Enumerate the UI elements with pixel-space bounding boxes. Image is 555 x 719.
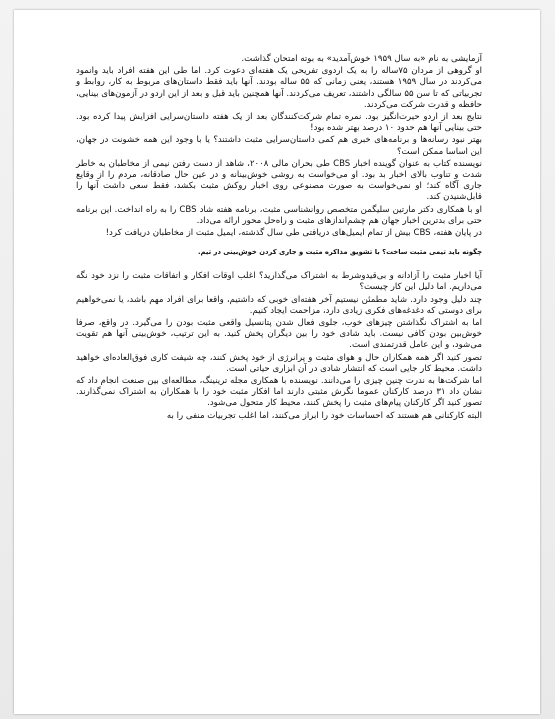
paragraph: تصور کنید اگر همه همکاران حال و هوای مثبت و پرانرژی از خود پخش کنند، چه شیفت کاری فوق‌العاده‌ای خواهید داشت. محیط کار جایی است که انتشار شادی در آن ابزاری حیاتی است. (76, 352, 482, 374)
paragraph: در پایان هفته، CBS بیش از تمام ایمیل‌های دریافتی طی سال گذشته، ایمیل مثبت از مخاطبان دریافت کرد! (105, 228, 482, 239)
paragraph: او با همکاری دکتر مارتین سلیگمن متخصص روانشناسی مثبت، برنامه هفته شاد CBS را به راه انداخت. این برنامه حتی برای بدترین اخبار جهان هم چشم‌اندازهای مثبت و راه‌حل محور ارائه می‌داد. (76, 204, 482, 226)
paragraph: بهتر نبود رسانه‌ها و برنامه‌های خبری هم کمی داستان‌سرایی مثبت داشتند؟ یا با وجود این همه خشونت در جهان، این اساسا ممکن است؟ (76, 135, 482, 157)
paragraph: اما به اشتراک نگذاشتن چیزهای خوب، جلوی فعال شدن پتانسیل واقعی مثبت بودن را می‌گیرد. در واقع، صرفا خوش‌بین بودن کافی نیست. باید شادی خود را بین دیگران پخش کنید. به این ترتیب، خوش‌بینی آنها هم تقویت می‌شود، و این عامل قدرتمندی است. (76, 318, 482, 351)
paragraph: نتایج بعد از اردو حیرت‌انگیز بود. نمره تمام شرکت‌کنندگان بعد از یک هفته داستان‌سرایی افزایش پیدا کرده بود. حتی بینایی آنها هم حدود ۱۰ درصد بهتر شده بود! (76, 112, 482, 134)
paragraph: او گروهی از مردان ۷۵ساله را به یک اردوی تفریحی یک هفته‌ای دعوت کرد. اما طی این هفته افراد باید وانمود می‌کردند در سال ۱۹۵۹ هستند، یعنی زمانی که ۵۵ ساله بودند. آنها باید فقط داستان‌های مربوط به کار، روابط و تجربیاتی که تا سن ۵۵ سالگی داشتند، تعریف می‌کردند. آنها همچنین باید قبل و بعد از این اردو در آزمون‌های بینایی، حافظه و قدرت شرکت می‌کردند. (76, 66, 483, 110)
paragraph: چند دلیل وجود دارد. شاید مطمئن نیستیم آخر هفته‌ای خوبی که داشتیم، واقعا برای افراد مهم باشد، یا نمی‌خواهیم برای دوستی که دغدغه‌های فکری زیادی دارد، مزاحمت ایجاد کنیم. (76, 294, 482, 316)
paragraph: آزمایشی به نام «به سال ۱۹۵۹ خوش‌آمدید» به بوته امتحان گذاشت. (241, 54, 482, 64)
paragraph: آیا اخبار مثبت را آزادانه و بی‌قیدوشرط به اشتراک می‌گذارید؟ اغلب اوقات افکار و اتفاقات مثبت را نزد خود نگه می‌داریم. اما دلیل این کار چیست؟ (76, 271, 482, 293)
paragraph: اما شرکت‌ها به ندرت چنین چیزی را می‌دانند. نویسنده با همکاری مجله ترینینگ، مطالعه‌ای بین صنعت انجام داد که نشان داد ۳۱ درصد کارکنان عموما نگرش مثبتی دارند اما افکار مثبت خود را با همکاران به اشتراک نمی‌گذارند. تصور کنید اگر کارکنان پیام‌های مثبت را پخش کنند، محیط کار متحول می‌شود. (76, 376, 482, 409)
section-heading: چگونه باید تیمی مثبت ساخت؟ با تشویق مذاکره مثبت و جاری کردن خوش‌بینی در تیم. (197, 248, 482, 257)
paragraph: نویسنده کتاب به عنوان گوینده اخبار CBS طی بحران مالی ۲۰۰۸، شاهد از دست رفتن نیمی از مخاطبان به خاطر شدت و تناوب بالای اخبار بد بود. او می‌خواست به روشی خوش‌بینانه و در عین حال صادقانه، مردم را از وقایع جاری آگاه کند؛ او نمی‌خواست به صورت مصنوعی روی اخبار روکش مثبت بکشد، فقط سعی داشت آنها را قابل‌شنیدن کند. (76, 158, 483, 203)
document-page (14, 10, 540, 714)
paragraph: البته کارکنانی هم هستند که احساسات خود را ابراز می‌کنند، اما اغلب تجربیات منفی را به (166, 410, 482, 421)
page-content (76, 54, 482, 423)
